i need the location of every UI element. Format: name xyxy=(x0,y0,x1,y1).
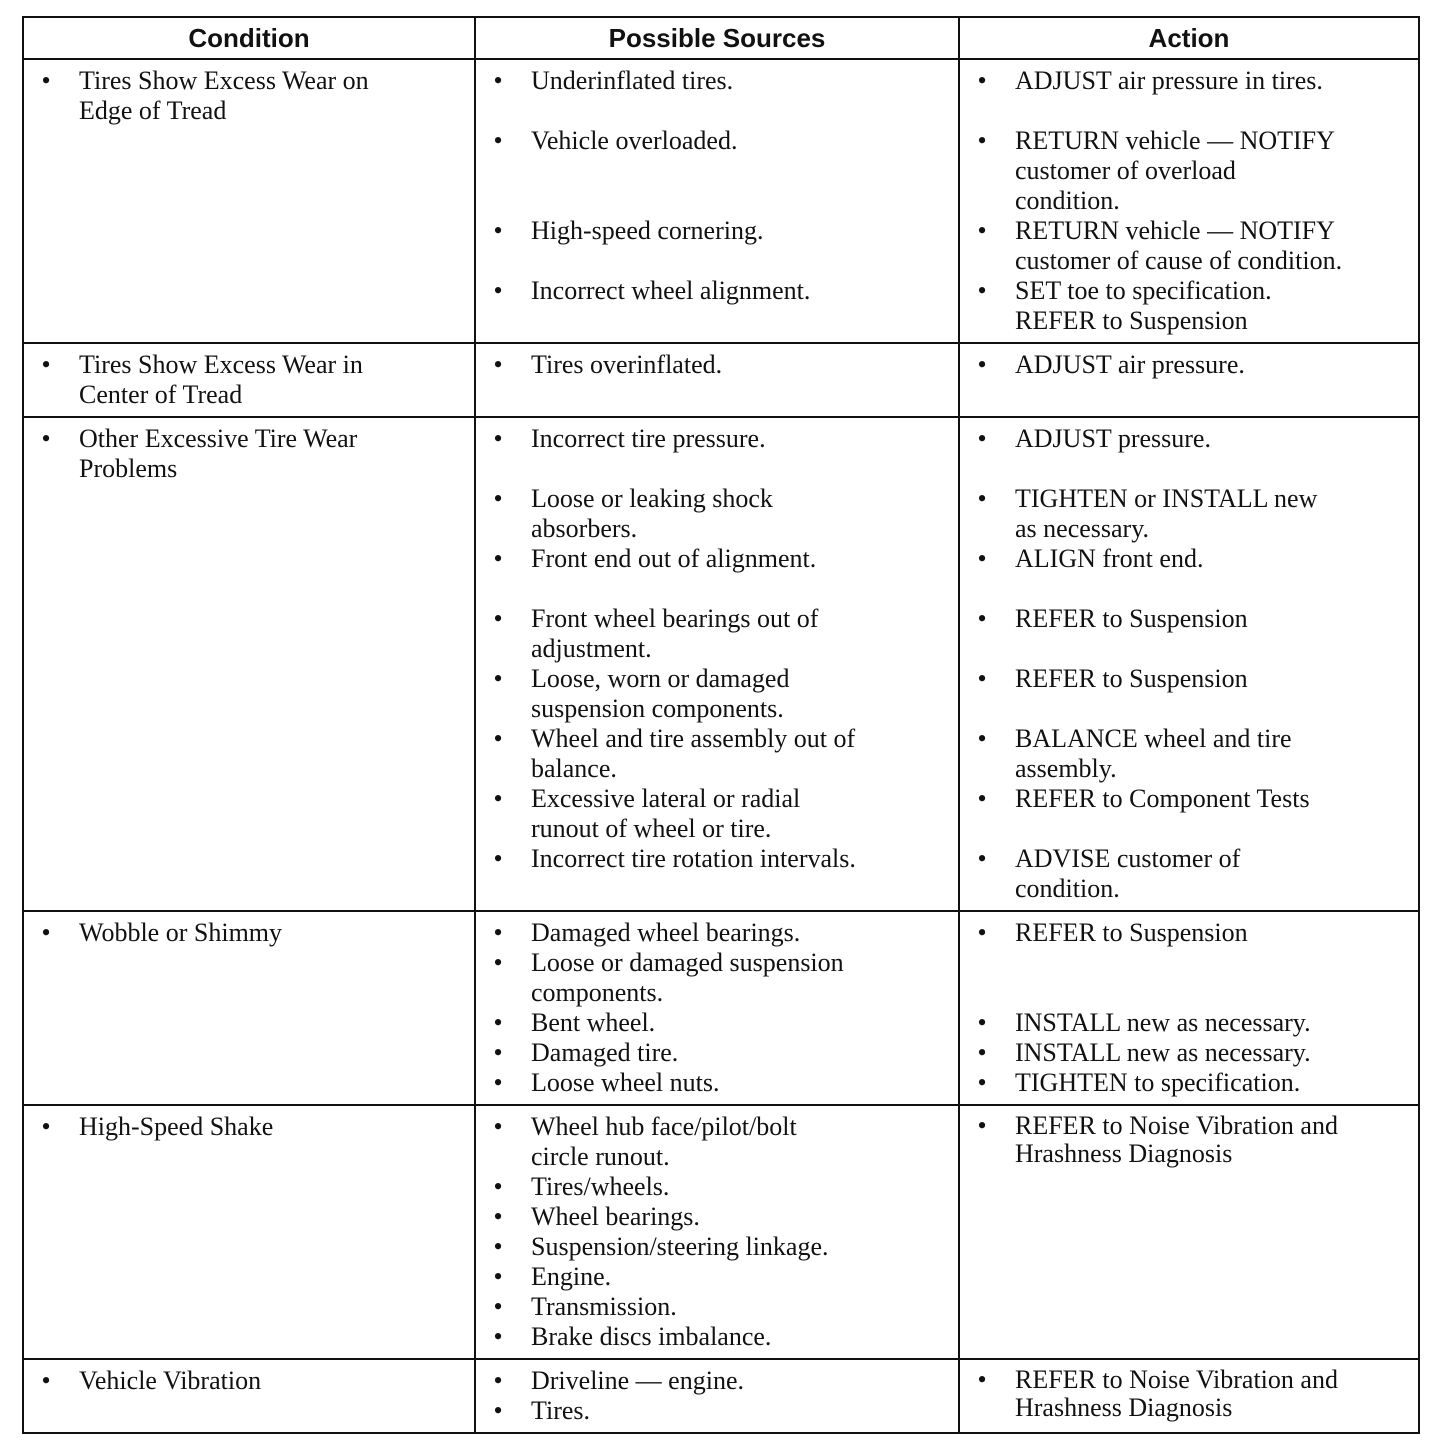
source-line: Wheel hub face/pilot/bolt xyxy=(531,1112,797,1141)
source-item xyxy=(476,1396,958,1426)
action-item xyxy=(960,424,1418,454)
header-action: Action xyxy=(959,17,1419,59)
action-line: REFER to Suspension xyxy=(1015,664,1248,693)
action-item xyxy=(960,664,1418,694)
action-item xyxy=(960,126,1418,216)
condition-item xyxy=(24,424,474,484)
bullet-icon: • xyxy=(493,948,503,977)
source-line: absorbers. xyxy=(531,514,638,543)
source-line: Wheel and tire assembly out of xyxy=(531,724,856,753)
source-line: balance. xyxy=(531,754,617,783)
bullet-icon: • xyxy=(493,918,503,947)
action-item xyxy=(960,66,1418,96)
bullet-icon: • xyxy=(493,784,503,813)
action-cell xyxy=(959,417,1419,911)
bullet-icon: • xyxy=(977,664,987,693)
condition-item xyxy=(24,1112,474,1142)
source-line: Damaged tire. xyxy=(531,1038,679,1067)
action-line: TIGHTEN to specification. xyxy=(1015,1068,1301,1097)
bullet-icon: • xyxy=(41,424,51,453)
source-item xyxy=(476,1038,958,1068)
source-item xyxy=(476,350,958,380)
source-line: circle runout. xyxy=(531,1142,670,1171)
action-line: assembly. xyxy=(1015,754,1117,783)
sources-cell xyxy=(475,417,959,911)
action-line: INSTALL new as necessary. xyxy=(1015,1038,1311,1067)
action-item xyxy=(960,844,1418,904)
bullet-icon: • xyxy=(41,350,51,379)
action-item xyxy=(960,784,1418,814)
action-line: ADJUST pressure. xyxy=(1015,424,1211,453)
condition-line: Other Excessive Tire Wear xyxy=(79,424,358,453)
action-item xyxy=(960,484,1418,544)
action-line: Hrashness Diagnosis xyxy=(1015,1393,1233,1422)
bullet-icon: • xyxy=(493,664,503,693)
action-item xyxy=(960,276,1418,336)
condition-item xyxy=(24,350,474,410)
condition-cell xyxy=(23,417,475,911)
source-item xyxy=(476,1202,958,1232)
source-line: Bent wheel. xyxy=(531,1008,656,1037)
bullet-icon: • xyxy=(977,1038,987,1067)
action-item xyxy=(960,918,1418,948)
action-item xyxy=(960,544,1418,574)
source-item xyxy=(476,544,958,574)
condition-line: High-Speed Shake xyxy=(79,1112,274,1141)
bullet-icon: • xyxy=(493,126,503,155)
sources-cell xyxy=(475,343,959,417)
source-line: adjustment. xyxy=(531,634,652,663)
source-line: Loose wheel nuts. xyxy=(531,1068,720,1097)
bullet-icon: • xyxy=(41,1112,51,1141)
action-line: BALANCE wheel and tire xyxy=(1015,724,1292,753)
bullet-icon: • xyxy=(493,1172,503,1201)
action-line: REFER to Suspension xyxy=(1015,918,1248,947)
condition-line: Center of Tread xyxy=(79,380,243,409)
condition-cell xyxy=(23,343,475,417)
action-item xyxy=(960,1068,1418,1098)
bullet-icon: • xyxy=(977,1111,987,1140)
action-item xyxy=(960,1366,1418,1422)
tire-diagnosis-table xyxy=(22,16,1420,1434)
source-item xyxy=(476,1292,958,1322)
action-item xyxy=(960,1112,1418,1168)
action-item xyxy=(960,724,1418,784)
source-line: Tires. xyxy=(531,1396,591,1425)
action-cell xyxy=(959,343,1419,417)
source-item xyxy=(476,484,958,544)
source-item xyxy=(476,1008,958,1038)
bullet-icon: • xyxy=(977,484,987,513)
condition-line: Tires Show Excess Wear on xyxy=(79,66,369,95)
table-row xyxy=(23,417,1419,911)
action-item xyxy=(960,604,1418,634)
bullet-icon: • xyxy=(977,66,987,95)
source-item xyxy=(476,126,958,156)
sources-cell xyxy=(475,911,959,1105)
bullet-icon: • xyxy=(977,784,987,813)
bullet-icon: • xyxy=(41,1366,51,1395)
action-item xyxy=(960,350,1418,380)
action-line: as necessary. xyxy=(1015,514,1150,543)
action-line: REFER to Noise Vibration and xyxy=(1015,1365,1338,1394)
condition-cell xyxy=(23,59,475,343)
condition-cell xyxy=(23,1359,475,1433)
bullet-icon: • xyxy=(977,918,987,947)
source-item xyxy=(476,918,958,948)
action-line: condition. xyxy=(1015,186,1120,215)
condition-line: Tires Show Excess Wear in xyxy=(79,350,363,379)
action-line: REFER to Suspension xyxy=(1015,306,1248,335)
bullet-icon: • xyxy=(493,66,503,95)
sources-cell xyxy=(475,59,959,343)
condition-line: Vehicle Vibration xyxy=(79,1366,262,1395)
source-item xyxy=(476,1068,958,1098)
source-item xyxy=(476,664,958,724)
bullet-icon: • xyxy=(493,484,503,513)
source-line: Damaged wheel bearings. xyxy=(531,918,801,947)
condition-item xyxy=(24,918,474,948)
bullet-icon: • xyxy=(977,424,987,453)
action-line: REFER to Component Tests xyxy=(1015,784,1310,813)
action-line: ALIGN front end. xyxy=(1015,544,1204,573)
action-line: ADVISE customer of xyxy=(1015,844,1241,873)
source-line: Loose, worn or damaged xyxy=(531,664,790,693)
source-line: Tires/wheels. xyxy=(531,1172,670,1201)
bullet-icon: • xyxy=(977,724,987,753)
header-row xyxy=(23,17,1419,59)
action-line: customer of cause of condition. xyxy=(1015,246,1343,275)
header-possible-sources: Possible Sources xyxy=(475,17,959,59)
source-item xyxy=(476,948,958,1008)
source-line: Incorrect tire pressure. xyxy=(531,424,766,453)
condition-cell xyxy=(23,911,475,1105)
bullet-icon: • xyxy=(977,276,987,305)
source-item xyxy=(476,66,958,96)
source-item xyxy=(476,1112,958,1172)
source-item xyxy=(476,1366,958,1396)
source-line: Underinflated tires. xyxy=(531,66,734,95)
source-line: Incorrect tire rotation intervals. xyxy=(531,844,856,873)
header-condition: Condition xyxy=(23,17,475,59)
source-line: High-speed cornering. xyxy=(531,216,764,245)
source-line: Excessive lateral or radial xyxy=(531,784,801,813)
source-line: Incorrect wheel alignment. xyxy=(531,276,811,305)
table-row xyxy=(23,343,1419,417)
source-item xyxy=(476,844,958,874)
condition-line: Edge of Tread xyxy=(79,96,227,125)
source-line: runout of wheel or tire. xyxy=(531,814,772,843)
source-item xyxy=(476,1232,958,1262)
bullet-icon: • xyxy=(977,1365,987,1394)
action-item xyxy=(960,1008,1418,1038)
bullet-icon: • xyxy=(493,604,503,633)
bullet-icon: • xyxy=(41,918,51,947)
source-line: Transmission. xyxy=(531,1292,677,1321)
bullet-icon: • xyxy=(493,1232,503,1261)
bullet-icon: • xyxy=(493,1038,503,1067)
action-cell xyxy=(959,911,1419,1105)
source-line: Driveline — engine. xyxy=(531,1366,744,1395)
action-line: REFER to Noise Vibration and xyxy=(1015,1111,1338,1140)
bullet-icon: • xyxy=(493,1396,503,1425)
sources-cell xyxy=(475,1359,959,1433)
condition-cell xyxy=(23,1105,475,1359)
bullet-icon: • xyxy=(493,424,503,453)
bullet-icon: • xyxy=(493,544,503,573)
action-line: TIGHTEN or INSTALL new xyxy=(1015,484,1318,513)
source-line: Tires overinflated. xyxy=(531,350,723,379)
condition-item xyxy=(24,66,474,126)
sources-cell xyxy=(475,1105,959,1359)
bullet-icon: • xyxy=(977,544,987,573)
condition-item xyxy=(24,1366,474,1396)
source-line: Engine. xyxy=(531,1262,612,1291)
bullet-icon: • xyxy=(493,1366,503,1395)
source-item xyxy=(476,784,958,844)
action-line: condition. xyxy=(1015,874,1120,903)
bullet-icon: • xyxy=(977,1008,987,1037)
bullet-icon: • xyxy=(493,1322,503,1351)
bullet-icon: • xyxy=(493,1112,503,1141)
action-cell xyxy=(959,1105,1419,1359)
source-item xyxy=(476,724,958,784)
bullet-icon: • xyxy=(493,1068,503,1097)
source-item xyxy=(476,216,958,246)
action-line: Hrashness Diagnosis xyxy=(1015,1139,1233,1168)
action-line: ADJUST air pressure. xyxy=(1015,350,1245,379)
source-line: suspension components. xyxy=(531,694,784,723)
action-line: RETURN vehicle — NOTIFY xyxy=(1015,216,1335,245)
action-cell xyxy=(959,1359,1419,1433)
source-line: components. xyxy=(531,978,664,1007)
action-line: customer of overload xyxy=(1015,156,1236,185)
source-line: Brake discs imbalance. xyxy=(531,1322,772,1351)
bullet-icon: • xyxy=(493,724,503,753)
bullet-icon: • xyxy=(41,66,51,95)
source-item xyxy=(476,424,958,454)
source-line: Loose or damaged suspension xyxy=(531,948,844,977)
table-row xyxy=(23,1359,1419,1433)
bullet-icon: • xyxy=(977,1068,987,1097)
bullet-icon: • xyxy=(977,350,987,379)
source-line: Front wheel bearings out of xyxy=(531,604,819,633)
action-cell xyxy=(959,59,1419,343)
bullet-icon: • xyxy=(977,844,987,873)
condition-line: Problems xyxy=(79,454,178,483)
action-line: SET toe to specification. xyxy=(1015,276,1272,305)
bullet-icon: • xyxy=(977,604,987,633)
action-item xyxy=(960,216,1418,276)
action-line: ADJUST air pressure in tires. xyxy=(1015,66,1323,95)
source-line: Wheel bearings. xyxy=(531,1202,700,1231)
source-line: Front end out of alignment. xyxy=(531,544,817,573)
source-item xyxy=(476,604,958,664)
bullet-icon: • xyxy=(493,1262,503,1291)
bullet-icon: • xyxy=(977,126,987,155)
condition-line: Wobble or Shimmy xyxy=(79,918,283,947)
bullet-icon: • xyxy=(977,216,987,245)
action-line: INSTALL new as necessary. xyxy=(1015,1008,1311,1037)
source-item xyxy=(476,1172,958,1202)
source-item xyxy=(476,1322,958,1352)
source-item xyxy=(476,276,958,306)
source-line: Suspension/steering linkage. xyxy=(531,1232,829,1261)
table-row xyxy=(23,1105,1419,1359)
bullet-icon: • xyxy=(493,1008,503,1037)
bullet-icon: • xyxy=(493,350,503,379)
source-line: Loose or leaking shock xyxy=(531,484,773,513)
action-line: RETURN vehicle — NOTIFY xyxy=(1015,126,1335,155)
bullet-icon: • xyxy=(493,216,503,245)
bullet-icon: • xyxy=(493,844,503,873)
table-row xyxy=(23,59,1419,343)
source-line: Vehicle overloaded. xyxy=(531,126,738,155)
bullet-icon: • xyxy=(493,1202,503,1231)
bullet-icon: • xyxy=(493,276,503,305)
bullet-icon: • xyxy=(493,1292,503,1321)
source-item xyxy=(476,1262,958,1292)
table-row xyxy=(23,911,1419,1105)
action-line: REFER to Suspension xyxy=(1015,604,1248,633)
action-item xyxy=(960,1038,1418,1068)
